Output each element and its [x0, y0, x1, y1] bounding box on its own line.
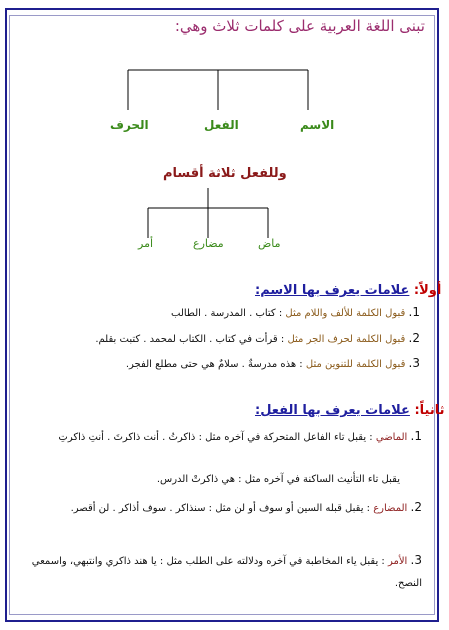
item-number: 1. — [410, 429, 422, 443]
branch-noun: الاسم — [300, 118, 335, 132]
verb-item-past-extra — [40, 474, 400, 485]
verb-item-present — [30, 496, 422, 520]
item-rest: : كتاب . المدرسة . الطالب — [171, 308, 283, 319]
noun-section-text: علامات يعرف بها الاسم: — [255, 283, 410, 298]
verb-item-past — [30, 425, 422, 449]
item-rest: : يقبل تاء الفاعل المتحركة في آخره مثل : ذاكرتُ . أنت ذاكرتَ . أنتِ ذاكرتِ — [58, 432, 373, 443]
verb-present: مضارع — [193, 237, 224, 250]
item-number: 3. — [408, 356, 420, 370]
noun-item-1 — [40, 305, 420, 319]
branch-particle: الحرف — [110, 118, 149, 132]
item-number: 3. — [410, 553, 422, 567]
item-number: 2. — [408, 331, 420, 345]
item-lead: المضارع — [373, 503, 408, 514]
item-rest: : هذه مدرسةٌ . سلامٌ هي حتى مطلع الفجر. — [125, 359, 303, 370]
verb-heading: وللفعل ثلاثة أقسام — [163, 166, 287, 181]
item-number: 2. — [410, 500, 422, 514]
item-lead: الماضي — [375, 432, 408, 443]
item-lead: قبول الكلمة للألف واللام مثل — [285, 308, 406, 319]
item-lead: قبول الكلمة للتنوين مثل — [305, 359, 406, 370]
noun-section-number: أولاً: — [413, 283, 442, 298]
noun-section-title — [255, 283, 441, 298]
item-number: 1. — [408, 305, 420, 319]
verb-past: ماض — [258, 237, 281, 250]
page-title: تبنى اللغة العربية على كلمات ثلاث وهي: — [174, 17, 425, 35]
item-lead: الأمر — [387, 556, 408, 567]
verb-section-title — [255, 403, 444, 418]
branch-verb: الفعل — [204, 118, 239, 132]
verb-item-imperative — [30, 549, 422, 595]
noun-item-2 — [40, 331, 420, 345]
item-rest: : قرأت في كتاب . الكتاب لمحمد . كتبت بقلم. — [95, 334, 285, 345]
item-lead: قبول الكلمة لحرف الجر مثل — [287, 334, 406, 345]
item-rest: : يقبل قبله السين أو سوف أو لن مثل : سنذاكر . سوف أذاكر . لن أقصر. — [70, 503, 371, 514]
item-rest: : يقبل ياء المخاطبة في آخره ودلالته على الطلب مثل : يا هند ذاكري وانتبهي، واسمعي النصح. — [31, 556, 422, 589]
noun-item-3 — [40, 356, 420, 370]
verb-imperative: أمر — [138, 237, 154, 250]
item-rest: يقبل تاء التأنيث الساكنة في آخره مثل : هي ذاكرتْ الدرس. — [156, 474, 400, 485]
verb-section-text: علامات يعرف بها الفعل: — [255, 403, 410, 418]
verb-section-number: ثانياً: — [414, 403, 445, 418]
